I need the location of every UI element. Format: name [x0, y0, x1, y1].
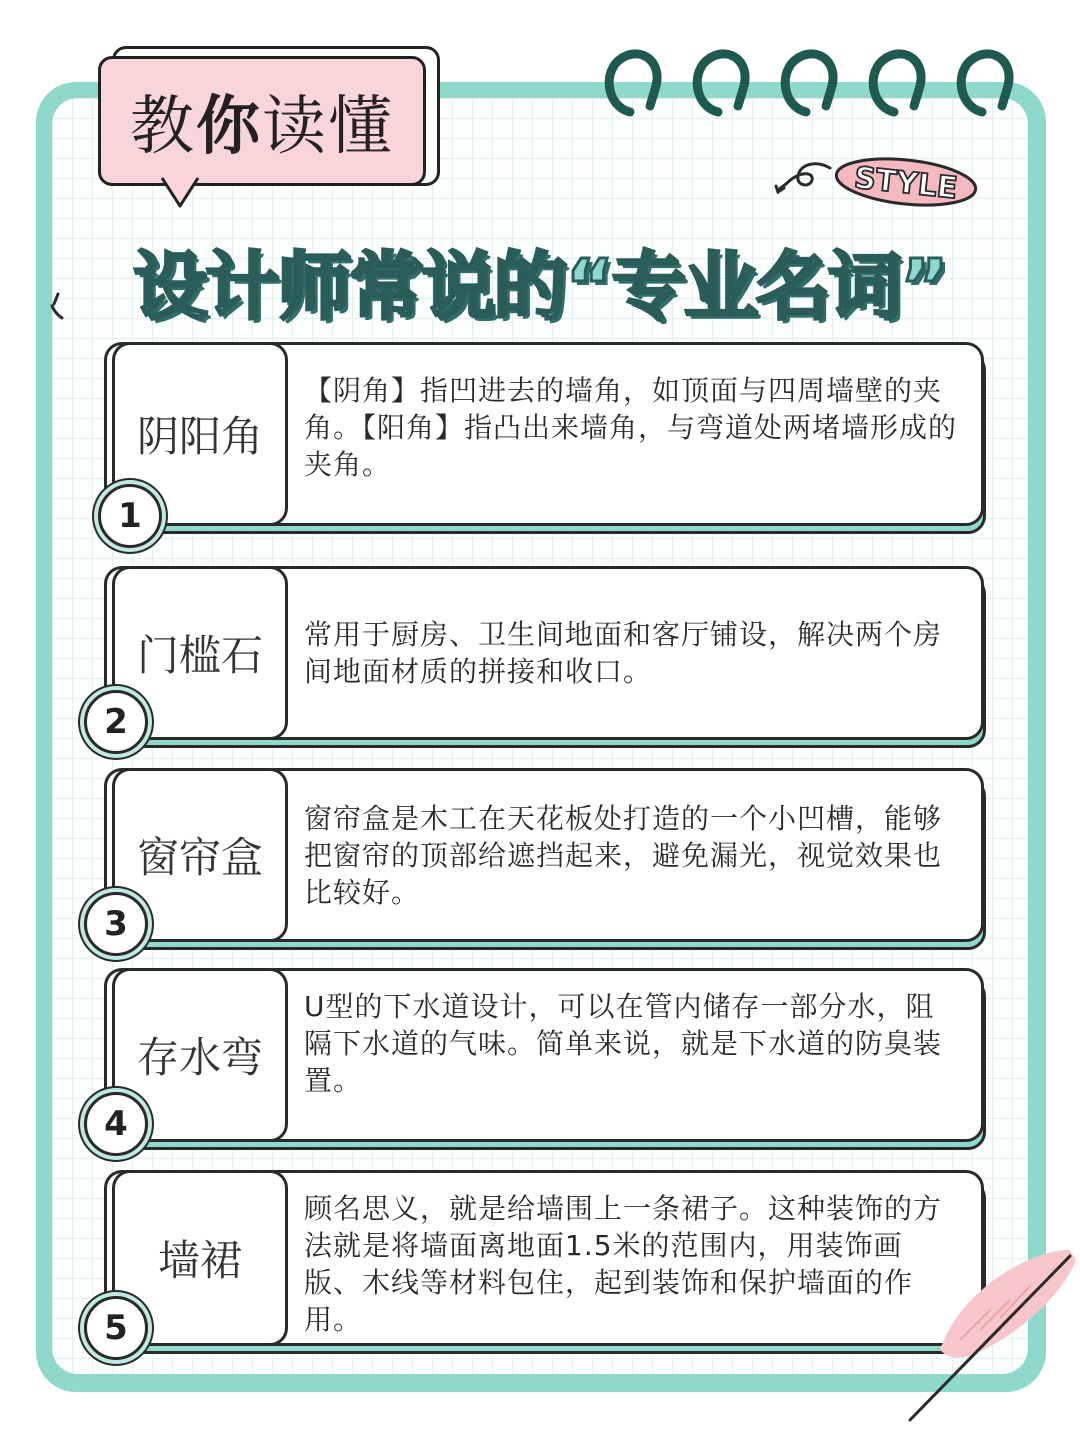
speech-tail-icon — [160, 176, 200, 210]
term-label: 窗帘盒 — [112, 768, 288, 942]
term-card-2 — [104, 566, 984, 740]
term-description: 【阴角】指凹进去的墙角，如顶面与四周墙壁的夹角。【阳角】指凸出来墙角，与弯道处两堵墙形成的夹角。 — [304, 374, 958, 481]
sparkle-icon — [44, 288, 74, 328]
swirl-arrow-icon — [778, 164, 830, 190]
tag-part-1: 教 — [130, 90, 196, 164]
term-description: U型的下水道设计，可以在管内储存一部分水，阻隔下水道的气味。简单来说，就是下水道的防臭装置。 — [304, 990, 943, 1097]
style-badge-text: STYLE — [852, 160, 960, 207]
number-badge: 3 — [84, 892, 148, 956]
tag-part-2: 你 — [196, 90, 262, 164]
number-badge: 1 — [98, 484, 162, 548]
term-card-5 — [104, 1170, 984, 1346]
number-badge: 5 — [84, 1296, 148, 1360]
binder-rings-icon — [600, 40, 1030, 130]
page-title: 设计师常说的“专业名词” — [133, 244, 947, 330]
tag-part-3: 读懂 — [262, 90, 394, 164]
header-tag — [98, 56, 426, 186]
term-label: 门槛石 — [112, 566, 288, 740]
term-label: 阴阳角 — [112, 342, 288, 526]
term-card-1 — [104, 342, 984, 526]
term-description: 顾名思义，就是给墙围上一条裙子。这种装饰的方法就是将墙面离地面1.5米的范围内，用装饰画版、木线等材料包住，起到装饰和保护墙面的作用。 — [304, 1192, 943, 1336]
term-card-3 — [104, 768, 984, 942]
number-badge: 2 — [84, 690, 148, 754]
term-card-4 — [104, 968, 984, 1142]
term-description: 窗帘盒是木工在天花板处打造的一个小凹槽，能够把窗帘的顶部给遮挡起来，避免漏光，视觉效果也比较好。 — [304, 802, 943, 909]
style-badge — [770, 150, 986, 212]
term-label: 存水弯 — [112, 968, 288, 1142]
term-label: 墙裙 — [112, 1170, 288, 1346]
number-badge: 4 — [84, 1092, 148, 1156]
term-description: 常用于厨房、卫生间地面和客厅铺设，解决两个房间地面材质的拼接和收口。 — [304, 618, 943, 688]
feather-pen-icon — [880, 1230, 1080, 1430]
